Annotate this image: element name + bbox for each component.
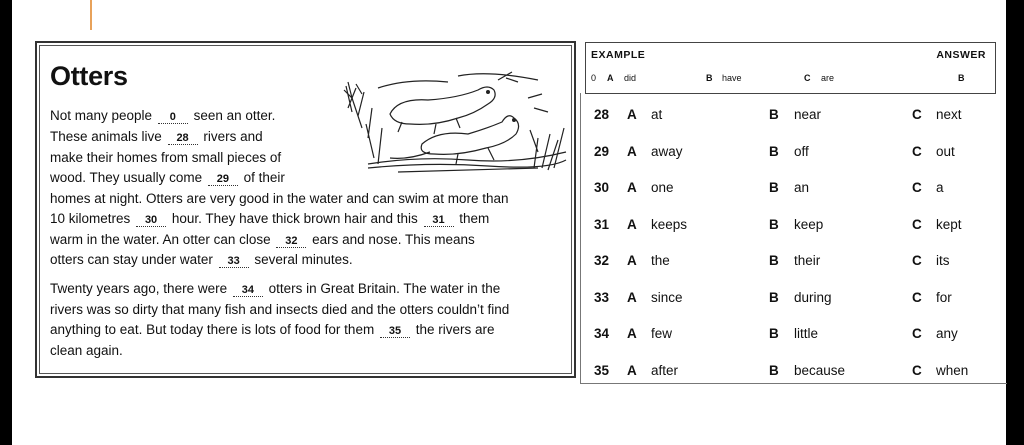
passage-line-11: anything to eat. But today there is lots of food for them 35 the rivers are bbox=[50, 322, 495, 337]
question-number: 35 bbox=[594, 363, 610, 378]
example-letter-c: C bbox=[804, 73, 811, 83]
option-letter-c: C bbox=[912, 107, 922, 122]
example-heading: EXAMPLE bbox=[591, 49, 646, 61]
option-letter-a: A bbox=[627, 326, 637, 341]
passage-line-9: Twenty years ago, there were 34 otters in Great Britain. The water in the bbox=[50, 281, 501, 296]
option-letter-b: B bbox=[769, 326, 779, 341]
gap-28: 28 bbox=[168, 132, 198, 145]
example-option-c: are bbox=[821, 73, 835, 83]
questions-panel bbox=[580, 93, 1007, 384]
question-number: 34 bbox=[594, 326, 610, 341]
option-a[interactable]: keeps bbox=[651, 217, 688, 232]
option-letter-a: A bbox=[627, 217, 637, 232]
question-row bbox=[594, 144, 994, 162]
passage-line-3: make their homes from small pieces of bbox=[50, 150, 282, 165]
passage-line-10: rivers was so dirty that many fish and insects died and the otters couldn’t find bbox=[50, 302, 510, 317]
option-letter-a: A bbox=[627, 144, 637, 159]
example-box bbox=[585, 42, 996, 94]
answer-heading: ANSWER bbox=[936, 49, 986, 61]
option-b[interactable]: during bbox=[794, 290, 832, 305]
option-a[interactable]: after bbox=[651, 363, 679, 378]
passage-line-7: warm in the water. An otter can close 32 ears and nose. This means bbox=[50, 232, 475, 247]
option-letter-b: B bbox=[769, 180, 779, 195]
option-letter-c: C bbox=[912, 253, 922, 268]
gap-34: 34 bbox=[233, 284, 263, 297]
passage-line-4: wood. They usually come 29 of their bbox=[50, 170, 285, 185]
option-b[interactable]: little bbox=[794, 326, 819, 341]
otters-illustration-icon bbox=[338, 68, 568, 176]
option-a[interactable]: the bbox=[651, 253, 670, 268]
gap-32: 32 bbox=[276, 235, 306, 248]
option-a[interactable]: away bbox=[651, 144, 683, 159]
option-letter-a: A bbox=[627, 363, 637, 378]
example-number: 0 bbox=[591, 73, 597, 83]
question-number: 28 bbox=[594, 107, 610, 122]
example-option-b: have bbox=[722, 73, 742, 83]
option-c[interactable]: next bbox=[936, 107, 962, 122]
example-letter-b: B bbox=[706, 73, 713, 83]
passage-line-8: otters can stay under water 33 several minutes. bbox=[50, 252, 353, 267]
gap-35: 35 bbox=[380, 325, 410, 338]
option-letter-b: B bbox=[769, 144, 779, 159]
option-c[interactable]: a bbox=[936, 180, 944, 195]
option-b[interactable]: near bbox=[794, 107, 822, 122]
gap-33: 33 bbox=[219, 255, 249, 268]
option-b[interactable]: their bbox=[794, 253, 821, 268]
question-number: 32 bbox=[594, 253, 610, 268]
option-b[interactable]: an bbox=[794, 180, 810, 195]
question-row bbox=[594, 217, 994, 235]
option-letter-c: C bbox=[912, 217, 922, 232]
example-letter-a: A bbox=[607, 73, 614, 83]
option-b[interactable]: off bbox=[794, 144, 809, 159]
option-letter-a: A bbox=[627, 290, 637, 305]
passage-line-2: These animals live 28 rivers and bbox=[50, 129, 263, 144]
option-b[interactable]: keep bbox=[794, 217, 824, 232]
passage-line-6: 10 kilometres 30 hour. They have thick brown hair and this 31 them bbox=[50, 211, 490, 226]
option-c[interactable]: its bbox=[936, 253, 950, 268]
option-letter-c: C bbox=[912, 363, 922, 378]
option-letter-a: A bbox=[627, 180, 637, 195]
gap-31: 31 bbox=[424, 214, 454, 227]
option-letter-c: C bbox=[912, 180, 922, 195]
option-letter-b: B bbox=[769, 217, 779, 232]
passage-title: Otters bbox=[50, 61, 128, 91]
question-row bbox=[594, 107, 994, 125]
option-c[interactable]: for bbox=[936, 290, 952, 305]
question-row bbox=[594, 253, 994, 271]
option-letter-c: C bbox=[912, 290, 922, 305]
option-letter-b: B bbox=[769, 107, 779, 122]
orange-margin-mark bbox=[90, 0, 92, 30]
passage-line-1: Not many people 0 seen an otter. bbox=[50, 108, 276, 123]
option-letter-b: B bbox=[769, 290, 779, 305]
option-a[interactable]: one bbox=[651, 180, 674, 195]
passage-line-12: clean again. bbox=[50, 343, 123, 358]
question-number: 31 bbox=[594, 217, 610, 232]
question-row bbox=[594, 363, 994, 381]
option-letter-b: B bbox=[769, 253, 779, 268]
gap-30: 30 bbox=[136, 214, 166, 227]
option-letter-a: A bbox=[627, 107, 637, 122]
option-c[interactable]: out bbox=[936, 144, 955, 159]
option-a[interactable]: few bbox=[651, 326, 673, 341]
option-letter-c: C bbox=[912, 326, 922, 341]
option-c[interactable]: when bbox=[936, 363, 969, 378]
option-letter-b: B bbox=[769, 363, 779, 378]
question-number: 29 bbox=[594, 144, 610, 159]
question-row bbox=[594, 326, 994, 344]
option-c[interactable]: any bbox=[936, 326, 958, 341]
gap-29: 29 bbox=[208, 173, 238, 186]
question-number: 30 bbox=[594, 180, 610, 195]
option-letter-c: C bbox=[912, 144, 922, 159]
option-a[interactable]: since bbox=[651, 290, 683, 305]
question-number: 33 bbox=[594, 290, 610, 305]
question-row bbox=[594, 180, 994, 198]
example-option-a: did bbox=[624, 73, 637, 83]
example-answer: B bbox=[958, 73, 965, 83]
option-a[interactable]: at bbox=[651, 107, 663, 122]
passage-line-5: homes at night. Otters are very good in the water and can swim at more than bbox=[50, 191, 509, 206]
question-row bbox=[594, 290, 994, 308]
gap-0: 0 bbox=[158, 111, 188, 124]
reading-passage-box bbox=[35, 41, 576, 378]
worksheet-page bbox=[12, 0, 1006, 445]
option-letter-a: A bbox=[627, 253, 637, 268]
option-b[interactable]: because bbox=[794, 363, 846, 378]
option-c[interactable]: kept bbox=[936, 217, 962, 232]
